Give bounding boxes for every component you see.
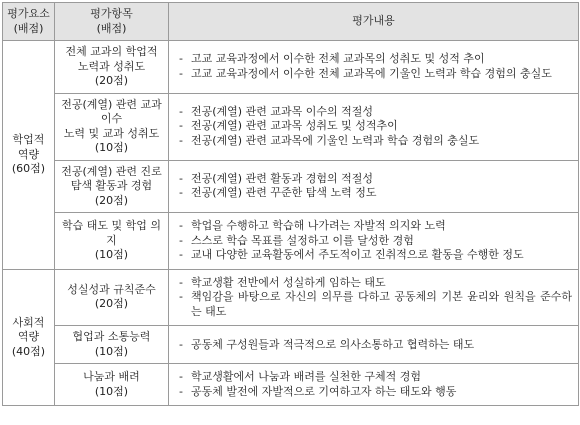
item-title-line: 학습 태도 및 학업 의지 [62,219,161,247]
category-line: 사회적 [12,315,45,329]
item-title [55,160,169,213]
item-score: (20점) [94,74,129,88]
list-item: - 학업을 수행하고 학습해 나가려는 자발적 의지와 노력 [179,219,572,234]
item-score: (10점) [94,344,129,358]
category-line: (60점) [11,162,46,176]
item-content [169,41,579,94]
item-title-line: 전공(계열) 관련 진로 [61,164,162,178]
header-factor-line2: (배점) [13,21,44,35]
list-item: - 학교생활에서 나눔과 배려를 실천한 구체적 경험 [179,370,572,385]
category-line: 역량 [17,330,40,344]
table-row [3,41,579,94]
list-item: - 전공(계열) 관련 교과목에 기울인 노력과 학습 경험의 충실도 [179,134,572,149]
header-factor-line1: 평가요소 [7,6,50,20]
item-title-line: 전공(계열) 관련 교과 이수 [61,97,162,126]
item-title-line: 협업과 소통능력 [72,330,151,344]
list-item: - 책임감을 바탕으로 자신의 의무를 다하고 공동체의 기본 윤리와 원칙을 준수하는 태도 [179,290,572,319]
list-item: - 전공(계열) 관련 꾸준한 탐색 노력 정도 [179,186,572,201]
item-title-line: 나눔과 배려 [83,370,140,384]
evaluation-criteria-table [2,2,579,406]
list-item: - 전공(계열) 관련 교과목 이수의 적절성 [179,105,572,120]
category-academic [3,41,55,270]
item-title [55,364,169,406]
item-content [169,326,579,364]
table-row [3,213,579,270]
category-line: 역량 [17,147,40,161]
item-title-line: 성실성과 규칙준수 [67,282,156,296]
table-row [3,160,579,213]
item-content [169,160,579,213]
category-social [3,269,55,406]
item-score: (10점) [94,384,129,398]
item-title [55,41,169,94]
table-row [3,364,579,406]
list-item: - 전공(계열) 관련 활동과 경험의 적절성 [179,172,572,187]
list-item: - 고교 교육과정에서 이수한 전체 교과목에 기울인 노력과 학습 경험의 충실도 [179,67,572,82]
item-title [55,326,169,364]
category-line: 학업적 [12,133,45,147]
item-score: (10점) [94,141,129,155]
item-title [55,213,169,270]
item-content [169,213,579,270]
list-item: - 전공(계열) 관련 교과목 성취도 및 성적추이 [179,119,572,134]
item-content [169,364,579,406]
header-content: 평가내용 [169,3,579,41]
item-title-line: 노력과 성취도 [77,59,146,73]
item-title-line: 노력 및 교과 성취도 [63,126,160,140]
item-content [169,269,579,326]
item-score: (20점) [94,193,129,207]
item-score: (20점) [94,297,129,311]
header-item-line1: 평가항목 [90,6,133,20]
list-item: - 고교 교육과정에서 이수한 전체 교과목의 성취도 및 성적 추이 [179,52,572,67]
list-item: - 공동체 발전에 자발적으로 기여하고자 하는 태도와 행동 [179,385,572,400]
item-title [55,269,169,326]
list-item: - 교내 다양한 교육활동에서 주도적이고 진취적으로 활동을 수행한 정도 [179,248,572,263]
list-item: - 학교생활 전반에서 성실하게 임하는 태도 [179,276,572,291]
table-row [3,326,579,364]
list-item: - 스스로 학습 목표를 설정하고 이를 달성한 경험 [179,234,572,249]
header-factor [3,3,55,41]
table-row [3,93,579,160]
item-title [55,93,169,160]
header-item [55,3,169,41]
item-score: (10점) [94,248,129,262]
header-item-line2: (배점) [96,21,127,35]
category-line: (40점) [11,344,46,358]
item-title-line: 전체 교과의 학업적 [65,45,158,58]
header-row [3,3,579,41]
table-row [3,269,579,326]
item-title-line: 탐색 활동과 경험 [70,179,153,193]
list-item: - 공동체 구성원들과 적극적으로 의사소통하고 협력하는 태도 [179,338,572,353]
item-content [169,93,579,160]
